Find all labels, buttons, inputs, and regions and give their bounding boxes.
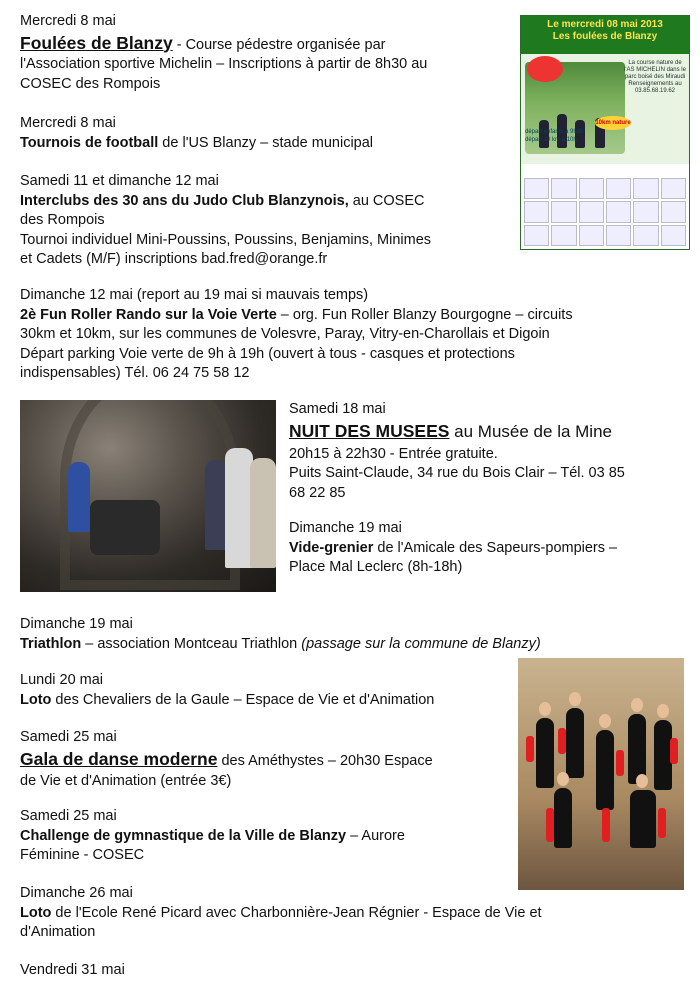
event-desc: de l'US Blanzy – stade municipal xyxy=(158,134,374,151)
event-roller xyxy=(20,286,573,384)
event-date: Samedi 18 mai xyxy=(289,401,386,417)
event-desc-line: Départ parking Voie verte de 9h à 19h (ouvert à tous - casques et protections xyxy=(20,345,515,362)
event-desc-line: de Vie et d'Animation (entrée 3€) xyxy=(20,772,232,789)
event-judo xyxy=(20,172,431,270)
event-desc-line: COSEC des Rompois xyxy=(20,75,161,92)
poster-10k-badge: 10km nature xyxy=(595,116,631,130)
event-desc: – association Montceau Triathlon xyxy=(81,635,302,652)
event-title: Loto xyxy=(20,691,52,708)
dance-gala-photo xyxy=(518,658,684,890)
event-gymnastique xyxy=(20,807,405,866)
event-desc: de l'Ecole René Picard avec Charbonnière-Jean Régnier - Espace de Vie et xyxy=(51,904,542,921)
event-desc: des Améthystes – 20h30 Espace xyxy=(217,752,433,769)
event-date: Samedi 11 et dimanche 12 mai xyxy=(20,173,219,189)
poster-subtitle: Les foulées de Blanzy xyxy=(552,31,658,42)
sponsor-logos xyxy=(524,178,686,246)
event-title-link[interactable]: Gala de danse moderne xyxy=(20,748,218,769)
poster-info-line: départ enfants à 9h30 xyxy=(525,129,584,135)
poster-info xyxy=(525,128,685,144)
event-desc: – Aurore xyxy=(346,827,405,844)
poster-image xyxy=(521,54,689,164)
event-loto-ecole xyxy=(20,884,542,943)
poster-side-text: La course nature de l'AS MICHELIN dans le parc boisé des Miraudi Renseignements au 03.85.68.19.62 xyxy=(624,60,686,94)
event-football xyxy=(20,114,373,153)
event-foulees xyxy=(20,12,427,94)
event-date: Vendredi 31 mai xyxy=(20,962,125,978)
event-desc-line: Place Mal Leclerc (8h-18h) xyxy=(289,559,463,575)
mine-museum-photo xyxy=(20,400,276,592)
event-desc-line: 30km et 10km, sur les communes de Volesvre, Paray, Vitry-en-Charollais et Digoin xyxy=(20,326,550,342)
event-title: Triathlon xyxy=(20,635,82,652)
poster-info-line: départ 10 km à 10h xyxy=(525,137,577,143)
poster-title: Le mercredi 08 mai 2013 xyxy=(547,19,663,30)
event-loto-chevaliers xyxy=(20,671,434,710)
event-date: Mercredi 8 mai xyxy=(20,13,116,29)
event-date: Dimanche 12 mai (report au 19 mai si mauvais temps) xyxy=(20,287,369,303)
event-desc: des Chevaliers de la Gaule – Espace de Vie et d'Animation xyxy=(51,691,435,708)
event-title: Vide-grenier xyxy=(289,539,374,556)
event-desc-line: 68 22 85 xyxy=(289,484,346,501)
event-desc: au Musée de la Mine xyxy=(449,421,612,441)
event-date: Dimanche 19 mai xyxy=(20,616,133,632)
event-desc-line: Puits Saint-Claude, 34 rue du Bois Clair – Tél. 03 85 xyxy=(289,465,625,481)
foulees-poster xyxy=(520,15,690,250)
poster-header xyxy=(521,16,689,54)
event-desc: - Course pédestre organisée par xyxy=(172,36,386,53)
event-desc-line: Tournoi individuel Mini-Poussins, Poussins, Benjamins, Minimes xyxy=(20,231,432,248)
event-vide-grenier xyxy=(289,519,617,578)
event-desc-line: 20h15 à 22h30 - Entrée gratuite. xyxy=(289,445,498,462)
event-date: Lundi 20 mai xyxy=(20,672,104,688)
event-title: Loto xyxy=(20,904,52,921)
event-desc-line: d'Animation xyxy=(20,924,96,940)
poster-badge-icon xyxy=(527,56,563,82)
event-gala-danse xyxy=(20,728,433,791)
event-nuit-musees xyxy=(289,400,625,503)
event-note: (passage sur la commune de Blanzy) xyxy=(301,635,541,652)
event-triathlon xyxy=(20,615,541,654)
event-desc-line: Féminine - COSEC xyxy=(20,847,145,863)
event-desc-line: des Rompois xyxy=(20,212,105,228)
event-desc: – org. Fun Roller Blanzy Bourgogne – circuits xyxy=(276,306,573,323)
event-date: Samedi 25 mai xyxy=(20,729,117,745)
event-date: Dimanche 26 mai xyxy=(20,885,133,901)
event-title: Challenge de gymnastique de la Ville de Blanzy xyxy=(20,827,347,844)
event-desc-line: et Cadets (M/F) inscriptions bad.fred@orange.fr xyxy=(20,251,328,267)
event-desc-line: l'Association sportive Michelin – Inscriptions à partir de 8h30 au xyxy=(20,56,428,72)
event-date: Dimanche 19 mai xyxy=(289,520,402,536)
event-title: Tournois de football xyxy=(20,134,159,151)
event-title-link[interactable]: NUIT DES MUSEES xyxy=(289,420,450,441)
event-vendredi xyxy=(20,961,125,981)
event-title: 2è Fun Roller Rando sur la Voie Verte xyxy=(20,306,277,323)
event-desc: de l'Amicale des Sapeurs-pompiers – xyxy=(373,539,618,556)
event-desc: au COSEC xyxy=(348,192,425,209)
event-date: Mercredi 8 mai xyxy=(20,115,116,131)
event-desc-line: indispensables) Tél. 06 24 75 58 12 xyxy=(20,365,250,381)
event-date: Samedi 25 mai xyxy=(20,808,117,824)
event-title: Interclubs des 30 ans du Judo Club Blanzynois, xyxy=(20,192,349,209)
event-title-link[interactable]: Foulées de Blanzy xyxy=(20,32,173,53)
